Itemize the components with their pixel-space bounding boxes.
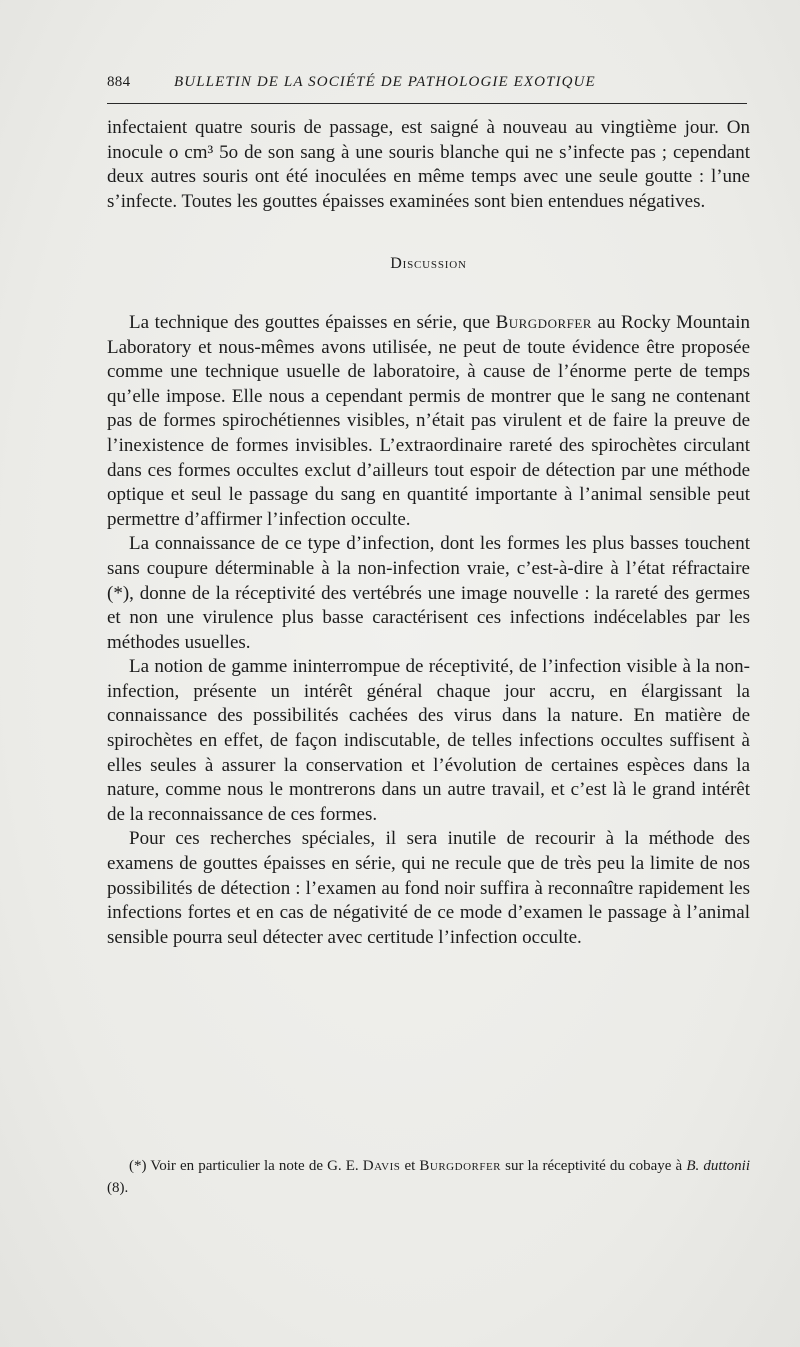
footnote-end-1: sur la réceptivité du cobaye à (501, 1158, 687, 1174)
footnote-author-davis: Davis (362, 1158, 401, 1174)
header-rule (107, 103, 747, 104)
author-name-burgdorfer: Burgdorfer (495, 311, 592, 333)
footnote-mid: et (400, 1158, 420, 1174)
paragraph-special-research: Pour ces recherches spéciales, il sera inutile de recourir à la méthode des examens de gouttes épaisses en série, qui ne recule que de très peu la limite de nos possibilités de détection : l’examen au fond noir suffira à reconnaître rapidement les infections fortes et en cas de négativité de ce mode d’examen le passage à l’animal sensible pourra seul détecter avec certitude l’infection occulte. (107, 828, 750, 948)
running-head (107, 74, 750, 98)
journal-title: BULLETIN DE LA SOCIÉTÉ DE PATHOLOGIE EXOTIQUE (174, 74, 596, 90)
footnote-species: B. duttonii (686, 1158, 750, 1174)
paragraph-technique-start: La technique des gouttes épaisses en série, que (129, 311, 496, 333)
paragraph-technique-end: au Rocky Mountain Laboratory et nous-mêmes avons utilisée, ne peut de toute évidence être proposée comme une technique usuelle de laboratoire, à cause de l’énorme perte de temps qu’elle impose. Elle nous a cependant permis de montrer que le sang ne contenant pas de formes spirochétiennes visibles, n’était pas virulent et de faire la preuve de l’inexistence de formes invisibles. L’extraordinaire rareté des spirochètes circulant dans ces formes occultes exclut d’ailleurs tout espoir de détection par une méthode optique et seul le passage du sang en quantité importante à l’animal sensible peut permettre d’affirmer l’infection occulte. (107, 311, 750, 530)
footnote-start: (*) Voir en particulier la note de G. E. (129, 1158, 363, 1174)
continuation-paragraph: infectaient quatre souris de passage, est saigné à nouveau au vingtième jour. On inocule o cm³ 5o de son sang à une souris blanche qui ne s’infecte pas ; cependant deux autres souris ont été inoculées en même temps avec une seule goutte : l’une s’infecte. Toutes les gouttes épaisses examinées sont bien entendues négatives. (107, 117, 750, 212)
footnote (107, 1155, 750, 1199)
section-heading: Discussion (390, 255, 467, 273)
body-text (107, 116, 750, 950)
footnote-end-2: (8). (107, 1180, 129, 1196)
footnote-author-burgdorfer: Burgdorfer (419, 1158, 502, 1174)
paragraph-technique (107, 311, 750, 532)
paragraph-receptivity-range: La notion de gamme ininterrompue de réceptivité, de l’infection visible à la non-infection, présente un intérêt général chaque jour accru, en élargissant la connaissance des possibilités cachées des virus dans la nature. En matière de spirochètes en effet, de façon indiscutable, de telles infections occultes suffisent à elles seules à assurer la conservation et l’évolution de certaines espèces dans la nature, comme nous le montrerons dans un autre travail, et c’est là le grand intérêt de la reconnaissance de ces formes. (107, 656, 750, 825)
paragraph-infection-type: La connaissance de ce type d’infection, dont les formes les plus basses touchent sans coupure déterminable à la non-infection vraie, c’est-à-dire à l’état réfractaire (*), donne de la réceptivité des vertébrés une image nouvelle : la rareté des germes et non une virulence plus basse caractérisent ces infections indécelables par les méthodes usuelles. (107, 533, 750, 653)
page-number: 884 (107, 74, 131, 90)
footnote-text (107, 1155, 750, 1199)
